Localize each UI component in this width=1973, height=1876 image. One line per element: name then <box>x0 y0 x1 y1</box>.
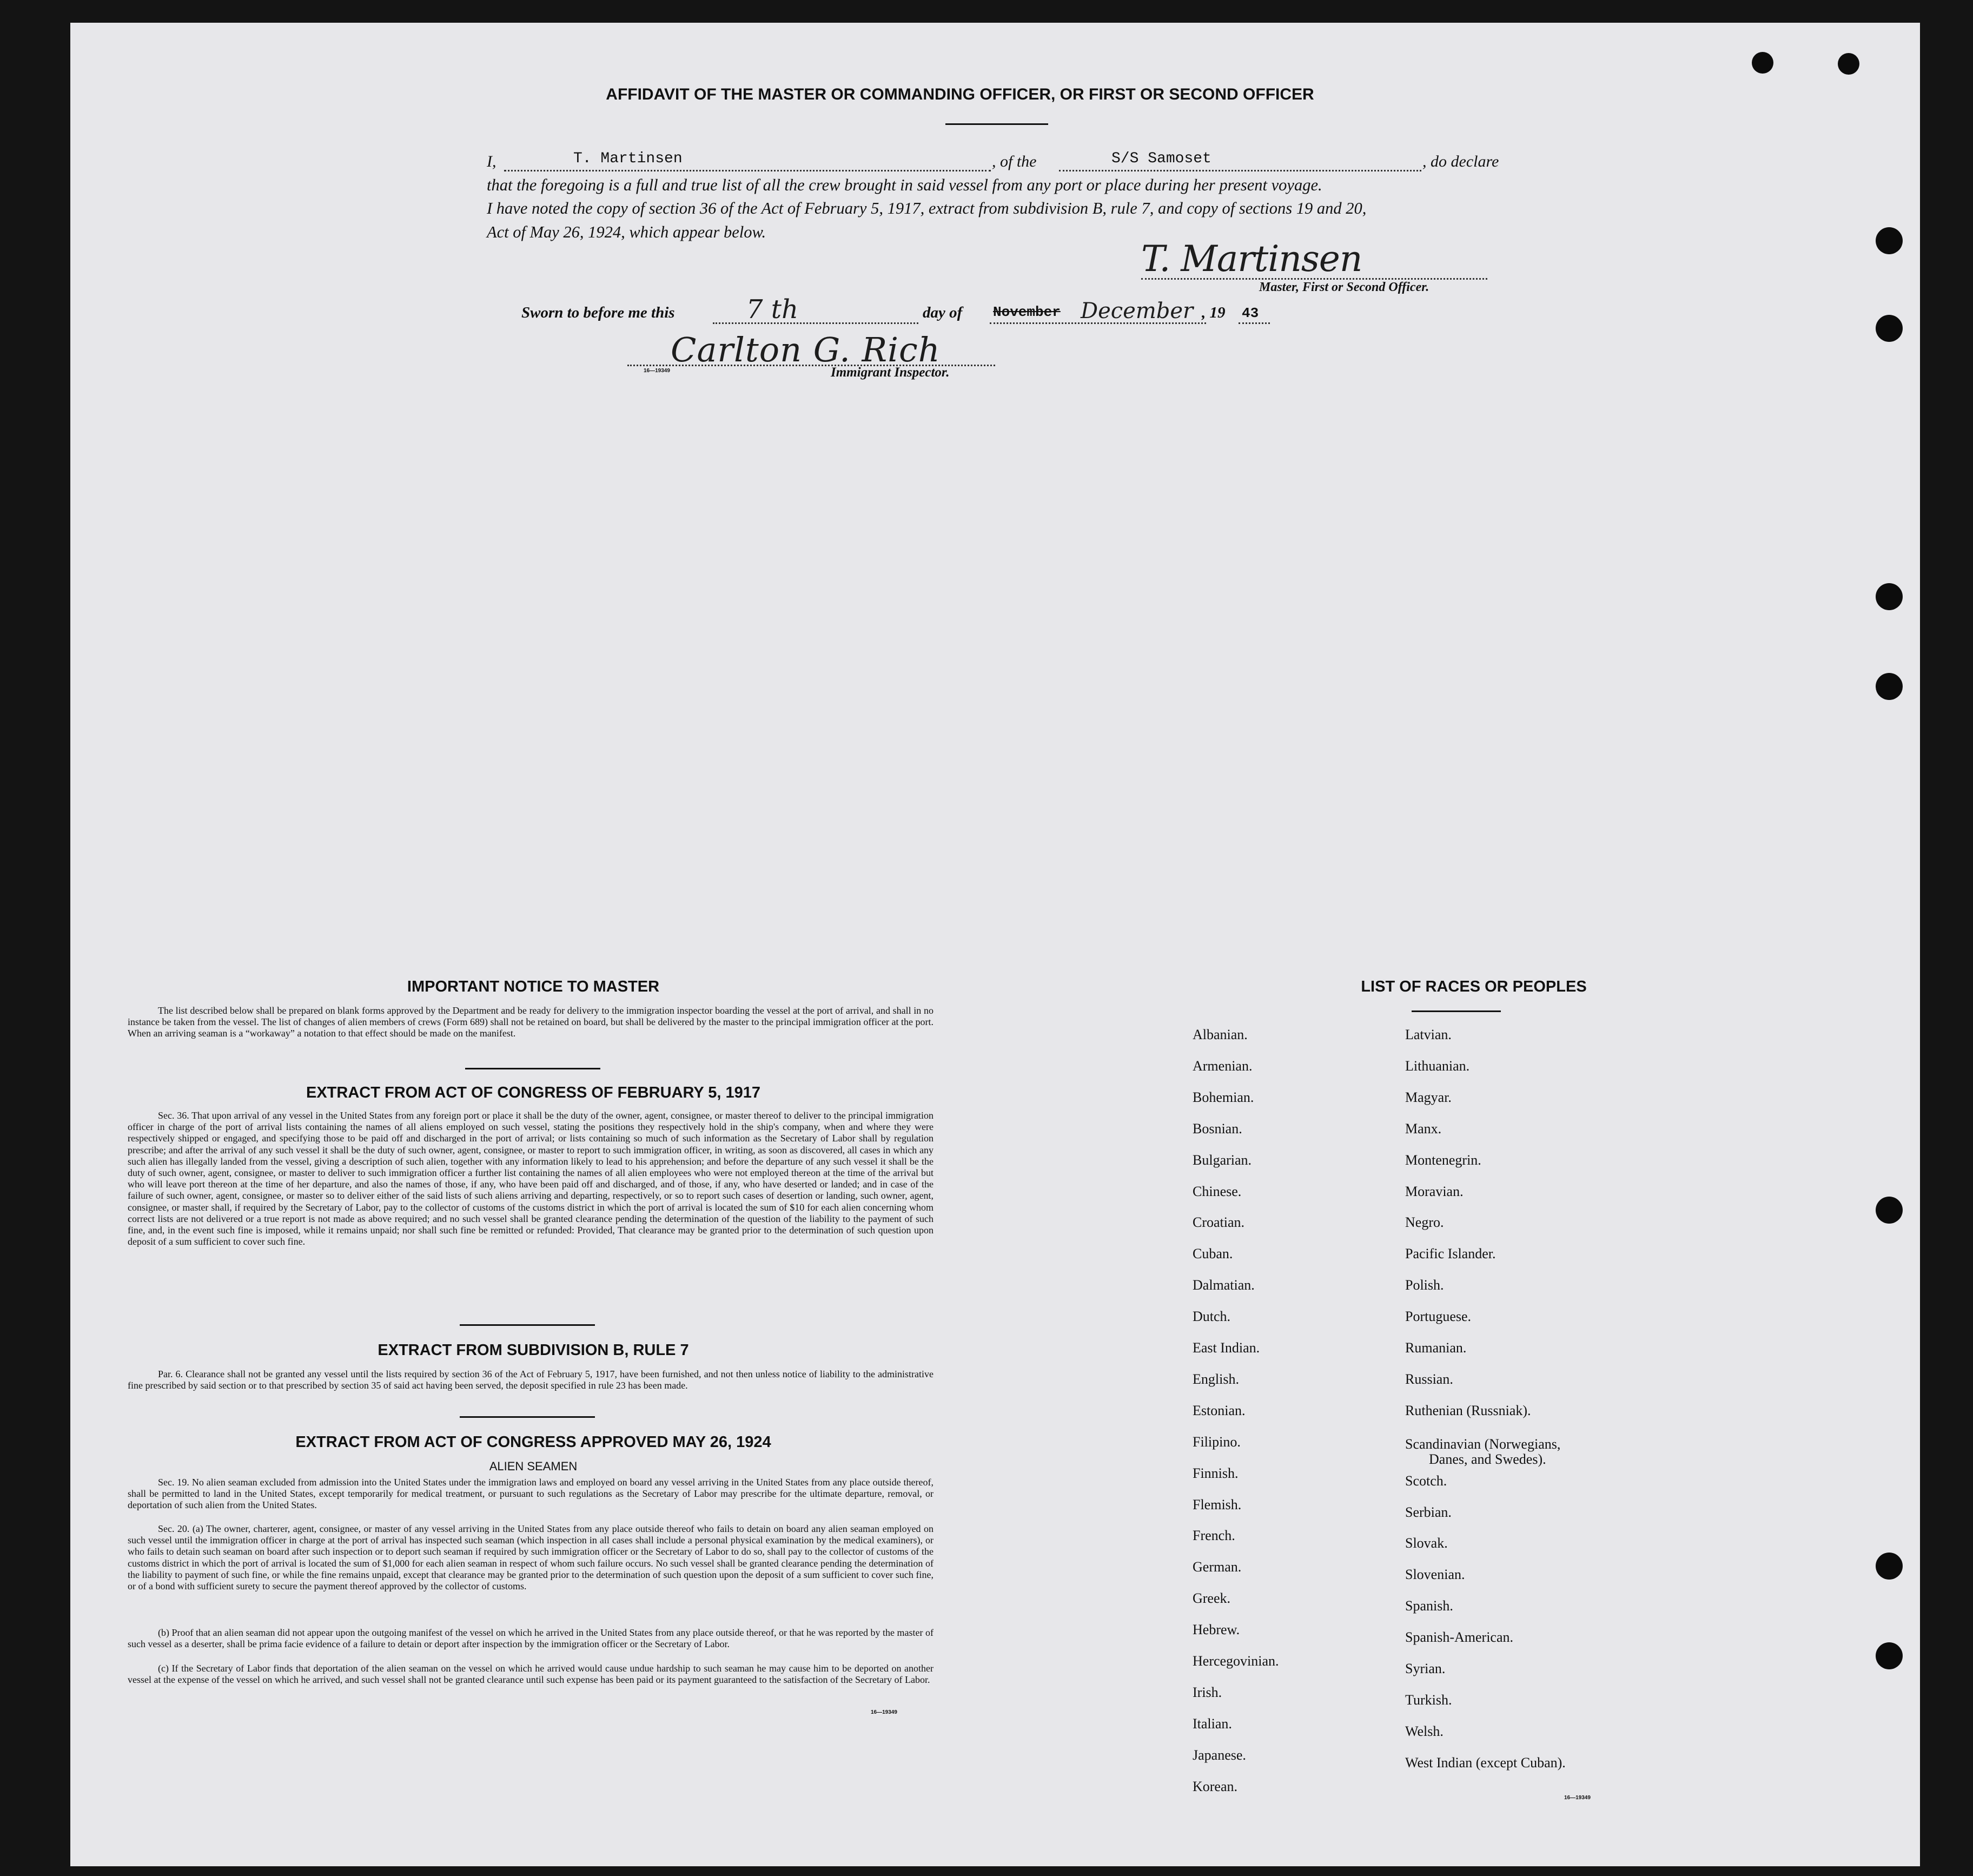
affidavit-line-2: that the foregoing is a full and true list of all the crew brought in said vessel from any port or place during her present voyage. <box>487 176 1322 194</box>
of-the-label: , of the <box>992 153 1037 170</box>
race-item: Irish. <box>1193 1685 1222 1700</box>
vessel-name-line <box>1059 170 1421 171</box>
subdivision-b-title: EXTRACT FROM SUBDIVISION B, RULE 7 <box>378 1342 689 1359</box>
day-of-label: day of <box>923 304 963 321</box>
sworn-label: Sworn to before me this <box>521 304 675 321</box>
race-item: Rumanian. <box>1405 1340 1467 1356</box>
section-rule <box>465 1068 600 1069</box>
race-item: Hercegovinian. <box>1193 1653 1279 1669</box>
year-line <box>1239 322 1270 324</box>
race-item: Magyar. <box>1405 1089 1452 1105</box>
race-item: Hebrew. <box>1193 1622 1240 1637</box>
race-item: Ruthenian (Russniak). <box>1405 1403 1531 1418</box>
race-item: Welsh. <box>1405 1723 1444 1739</box>
extract-1924-subtitle: ALIEN SEAMEN <box>489 1459 578 1473</box>
race-item: Pacific Islander. <box>1405 1246 1496 1261</box>
extract-1917-body: Sec. 36. That upon arrival of any vessel in the United States from any foreign port or place it shall be the duty of the owner, agent, consignee, or master thereof to deliver to the principal immigration officer in charge of the port of arrival lists containing the names of all aliens employed on such vessel, stating the positions they respectively hold in the ship's company, when and where they were respectively shipped or engaged, and specifying those to be paid off and discharged in the port of arrival; or lists containing so much of such information as the Secretary of Labor shall by regulation prescribe; and after the arrival of any such vessel it shall be the duty of such owner, agent, consignee, or master to report to such immigration officer, in writing, as soon as discovered, all cases in which any such alien has illegally landed from the vessel, giving a description of such alien, together with any information likely to lead to his apprehension; and before the departure of any such vessel it shall be the duty of such owner, agent, consignee, or master to deliver to such immigration officer a further list containing the names of all alien employees who were not employed thereon at the time of the arrival but who will leave port thereon at the time of her departure, and also the names of those, if any, who have been paid off and discharged, and of those, if any, who have deserted or landed; and in case of the failure of such owner, agent, consignee, or master so to deliver either of the said lists of such aliens arriving and departing, respectively, or so to report such cases of desertion or landing, such owner, agent, consignee, or master shall, if required by the Secretary of Labor, pay to the collector of customs of the customs district in which the port of arrival is located the sum of $10 for each alien concerning whom correct lists are not delivered or a true report is not made as above required; and no such vessel shall be granted clearance pending the determination of the question of the liability to the payment of such fine, and, in the event such fine is imposed, while it remains unpaid; nor shall such fine be remitted or refunded: Provided, That clearance may be granted prior to the determination of such question upon deposit of a sum sufficient to cover such fine. <box>128 1110 933 1247</box>
race-item: Spanish-American. <box>1405 1629 1514 1645</box>
extract-1924-title: EXTRACT FROM ACT OF CONGRESS APPROVED MAY 26, 1924 <box>295 1434 771 1451</box>
subdivision-b-body: Par. 6. Clearance shall not be granted any vessel until the lists required by section 36 of the Act of February 5, 1917, have been furnished, and not then unless notice of liability to the administrative fine prescribed by said section or to that prescribed by section 35 of said act having been served, the deposit specified in rule 23 has been made. <box>128 1369 933 1391</box>
sworn-day-field: 7 th <box>746 294 798 325</box>
punch-hole <box>1876 1553 1903 1580</box>
races-title-rule <box>1412 1010 1501 1012</box>
race-item: Russian. <box>1405 1371 1453 1387</box>
punch-hole <box>1876 315 1903 342</box>
race-item: Moravian. <box>1405 1184 1464 1199</box>
section-rule <box>460 1416 595 1418</box>
punch-hole <box>1752 52 1773 74</box>
race-item: Latvian. <box>1405 1027 1452 1042</box>
race-item: Bohemian. <box>1193 1089 1254 1105</box>
race-item: Negro. <box>1405 1214 1444 1230</box>
race-item: Estonian. <box>1193 1403 1246 1418</box>
race-item: Italian. <box>1193 1716 1232 1732</box>
race-item: Bulgarian. <box>1193 1152 1252 1168</box>
race-item: French. <box>1193 1528 1235 1543</box>
race-item: Filipino. <box>1193 1434 1241 1450</box>
race-item: English. <box>1193 1371 1239 1387</box>
race-item: Manx. <box>1405 1121 1442 1137</box>
race-item: Dutch. <box>1193 1309 1231 1324</box>
vessel-name-field: S/S Samoset <box>1111 150 1211 167</box>
do-declare-label: , do declare <box>1422 153 1499 170</box>
affidavit-title: AFFIDAVIT OF THE MASTER OR COMMANDING OFFICER, OR FIRST OR SECOND OFFICER <box>606 85 1314 103</box>
race-item: Lithuanian. <box>1405 1058 1470 1074</box>
race-item: Serbian. <box>1405 1504 1452 1520</box>
master-signature: T. Martinsen <box>1141 238 1362 280</box>
punch-hole <box>1876 673 1903 700</box>
race-item: Cuban. <box>1193 1246 1233 1261</box>
race-item: Japanese. <box>1193 1747 1246 1763</box>
race-item: Finnish. <box>1193 1465 1239 1481</box>
sec-20b-body: (b) Proof that an alien seaman did not appear upon the outgoing manifest of the vessel on which he arrived in the United States from any place outside thereof, or that he was reported by the master of such vessel as a deserter, shall be prima facie evidence of a failure to detain or deport after inspection by the immigration officer or the Secretary of Labor. <box>128 1627 933 1650</box>
form-number: 16—19349 <box>1564 1795 1591 1801</box>
race-item: Portuguese. <box>1405 1309 1472 1324</box>
race-item: Syrian. <box>1405 1661 1446 1676</box>
race-item: Chinese. <box>1193 1184 1242 1199</box>
race-item: Croatian. <box>1193 1214 1245 1230</box>
race-item: Scandinavian (Norwegians, <box>1405 1436 1561 1452</box>
races-title: LIST OF RACES OR PEOPLES <box>1361 978 1587 995</box>
race-item: East Indian. <box>1193 1340 1260 1356</box>
section-rule <box>460 1324 595 1326</box>
race-item: Flemish. <box>1193 1497 1242 1512</box>
notice-body: The list described below shall be prepared on blank forms approved by the Department and be ready for delivery to the immigration inspector boarding the vessel at the port of arrival, and shall in no instance be taken from the vessel. The list of changes of alien members of crews (Form 689) shall not be retained on board, but shall be delivered by the master to the principal immigration officer at the port. When an arriving seaman is a “workaway” a notation to that effect should be made on the manifest. <box>128 1005 933 1039</box>
inspector-signature: Carlton G. Rich <box>671 330 941 369</box>
race-item: Montenegrin. <box>1405 1152 1481 1168</box>
punch-hole <box>1876 1197 1903 1224</box>
affidavit-line-4: Act of May 26, 1924, which appear below. <box>487 223 766 241</box>
race-item: Bosnian. <box>1193 1121 1242 1137</box>
extract-1917-title: EXTRACT FROM ACT OF CONGRESS OF FEBRUARY 5, 1917 <box>306 1084 761 1101</box>
race-item: Spanish. <box>1405 1598 1453 1614</box>
punch-hole <box>1876 227 1903 254</box>
punch-hole <box>1876 1642 1903 1669</box>
race-item: Polish. <box>1405 1277 1444 1293</box>
sec-20a-body: Sec. 20. (a) The owner, charterer, agent, consignee, or master of any vessel arriving in the United States from any place outside thereof who fails to detain on board any alien seaman employed on such vessel until the immigration officer in charge at the port of arrival has inspected such seaman (which inspection in all cases shall include a personal physical examination by the medical examiners), or who fails to detain such seaman on board after such inspection or to deport such seaman if required by such immigration officer or the Secretary of Labor to do so, shall pay to the collector of customs of the customs district in which the port of arrival is located the sum of $1,000 for each alien seaman in respect of whom such failure occurs. No such vessel shall be granted clearance pending the determination of the liability to payment of such fine, or while the fine remains unpaid, except that clearance may be granted prior to the determination of such question upon the deposit of a sum sufficient to cover such fine, or of a bond with sufficient surety to secure the payment thereof approved by the collector of customs. <box>128 1523 933 1592</box>
notice-title: IMPORTANT NOTICE TO MASTER <box>407 978 660 995</box>
month-handwritten: December <box>1081 299 1194 323</box>
race-item: Dalmatian. <box>1193 1277 1255 1293</box>
i-label: I, <box>487 153 496 170</box>
race-item: Albanian. <box>1193 1027 1248 1042</box>
sec-19-body: Sec. 19. No alien seaman excluded from admission into the United States under the immigration laws and employed on board any vessel arriving in the United States from any place outside thereof, shall be permitted to land in the United States, except temporarily for medical treatment, or pursuant to such regulations as the Secretary of Labor may prescribe for the ultimate departure, removal, or deportation of such alien from the United States. <box>128 1477 933 1511</box>
race-item: German. <box>1193 1559 1242 1575</box>
race-item: Greek. <box>1193 1590 1231 1606</box>
master-signature-line <box>1141 278 1487 280</box>
punch-hole <box>1838 53 1859 75</box>
race-item: Armenian. <box>1193 1058 1253 1074</box>
race-item: Slovenian. <box>1405 1567 1465 1582</box>
master-caption: Master, First or Second Officer. <box>1259 280 1429 294</box>
master-name-field: T. Martinsen <box>573 150 683 167</box>
race-item: West Indian (except Cuban). <box>1405 1755 1566 1771</box>
race-item: Danes, and Swedes). <box>1429 1451 1546 1467</box>
title-rule <box>945 123 1048 125</box>
affidavit-line-3: I have noted the copy of section 36 of the Act of February 5, 1917, extract from subdivision B, rule 7, and copy of sections 19 and 20, <box>487 199 1367 217</box>
master-name-line <box>504 170 991 171</box>
sec-20c-body: (c) If the Secretary of Labor finds that deportation of the alien seaman on the vessel on which he arrived would cause undue hardship to such seaman he may cause him to be deported on another vessel at the expense of the vessel on which he arrived, and such vessel shall not be granted clearance until such expense has been paid or its payment guaranteed to the satisfaction of the Secretary of Labor. <box>128 1663 933 1686</box>
race-item: Slovak. <box>1405 1535 1448 1551</box>
race-item: Korean. <box>1193 1779 1238 1794</box>
form-number: 16—19349 <box>644 368 670 374</box>
race-item: Turkish. <box>1405 1692 1452 1708</box>
month-struck: November <box>993 304 1061 320</box>
year-field: 43 <box>1242 305 1259 321</box>
year-prefix: , 19 <box>1202 304 1226 321</box>
inspector-caption: Immigrant Inspector. <box>831 365 950 380</box>
race-item: Scotch. <box>1405 1473 1447 1489</box>
sworn-day-line <box>713 322 918 324</box>
form-number: 16—19349 <box>871 1709 897 1715</box>
punch-hole <box>1876 583 1903 610</box>
